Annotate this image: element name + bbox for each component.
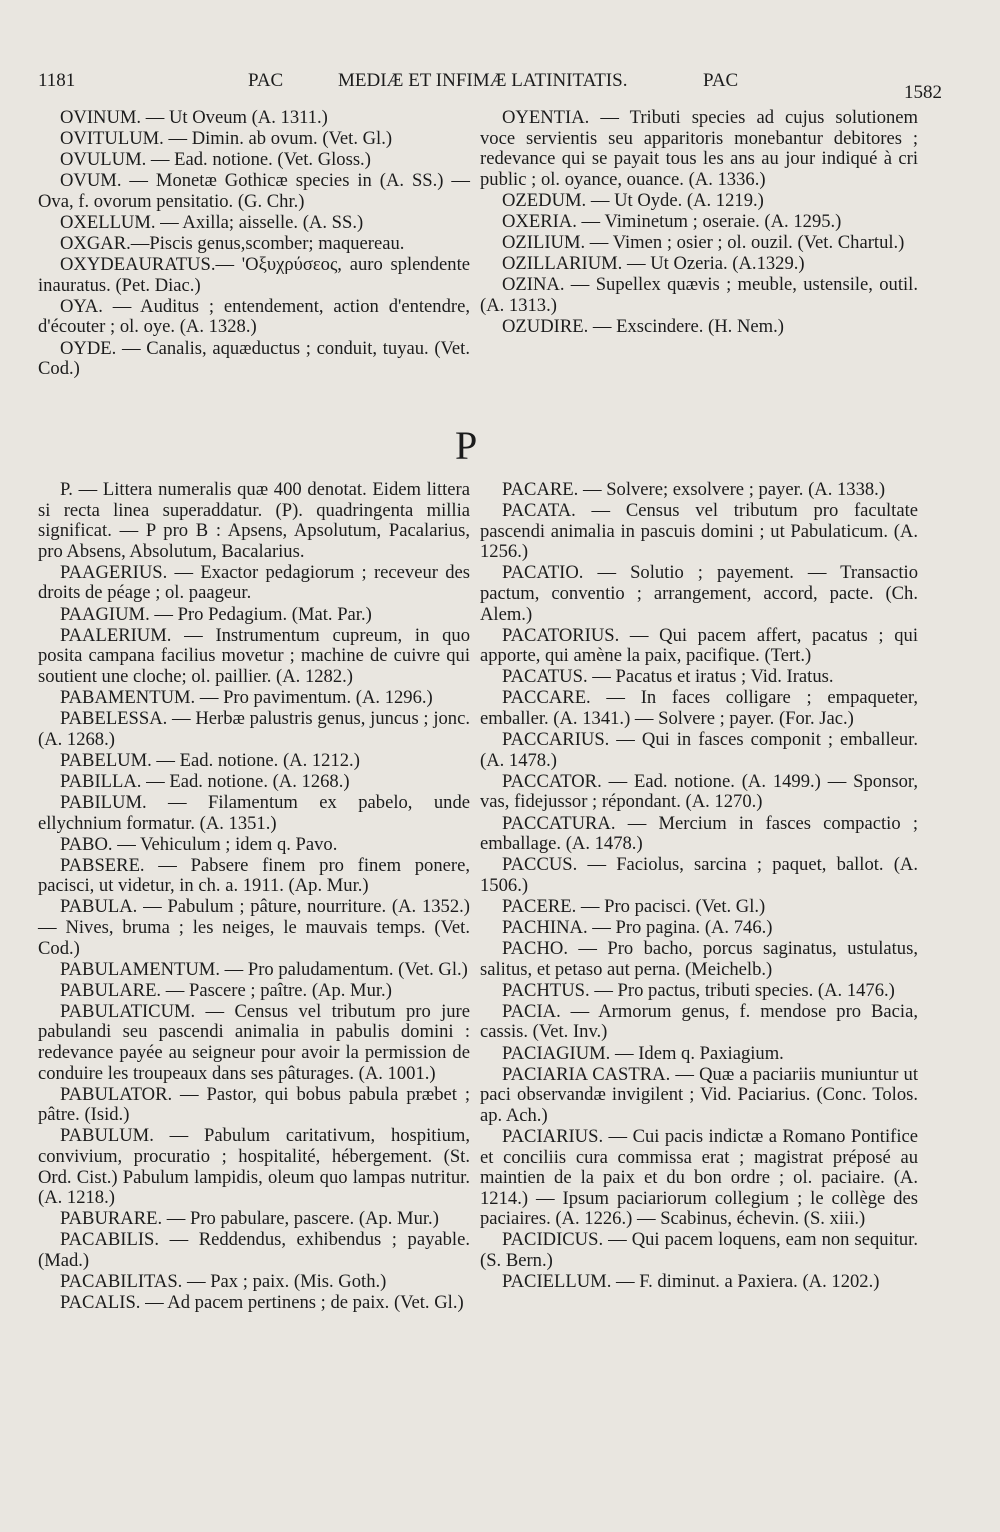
dictionary-entry: PACIA. — Armorum genus, f. mendose pro Bacia, cassis. (Vet. Inv.)	[480, 1000, 918, 1043]
dictionary-entry: PAAGIUM. — Pro Pedagium. (Mat. Par.)	[60, 603, 372, 625]
dictionary-entry: PACATIO. — Solutio ; payement. — Transactio pactum, conventio ; arrangement, accord, pacte. (Ch. Alem.)	[480, 562, 918, 625]
dictionary-entry: PABAMENTUM. — Pro pavimentum. (A. 1296.)	[60, 686, 433, 708]
dictionary-entry: PACATUS. — Pacatus et iratus ; Vid. Iratus.	[502, 666, 834, 688]
dictionary-entry: PACHO. — Pro bacho, porcus saginatus, ustulatus, salitus, et petaso aut perna. (Meichelb.)	[480, 938, 918, 980]
dictionary-entry: OYENTIA. — Tributi species ad cujus solutionem voce servientis seu apparitoris monebantur debitores ; redevance qui se payait tous les ans au jour indiqué à cri public ; ol. oyance, ouance. (A. 1336.)	[480, 107, 918, 190]
right-page-number: 1582	[904, 82, 942, 103]
dictionary-entry: OVUM. — Monetæ Gothicæ species in (A. SS.) — Ova, f. ovorum pensitatio. (G. Chr.)	[38, 170, 470, 212]
dictionary-entry: PACIELLUM. — F. diminut. a Paxiera. (A. 1202.)	[502, 1271, 880, 1293]
dictionary-entry: PABULAMENTUM. — Pro paludamentum. (Vet. Gl.)	[60, 958, 468, 980]
dictionary-entry: OYA. — Auditus ; entendement, action d'entendre, d'écouter ; ol. oye. (A. 1328.)	[38, 295, 470, 338]
dictionary-entry: PABELUM. — Ead. notione. (A. 1212.)	[60, 749, 360, 771]
dictionary-entry: PACERE. — Pro pacisci. (Vet. Gl.)	[502, 895, 766, 917]
section-letter-heading: P	[455, 423, 478, 468]
dictionary-entry: OXERIA. — Viminetum ; oseraie. (A. 1295.)	[502, 210, 842, 232]
dictionary-entry: PACIAGIUM. — Idem q. Paxiagium.	[502, 1042, 784, 1064]
dictionary-entry: PACARE. — Solvere; exsolvere ; payer. (A. 1338.)	[502, 479, 886, 500]
dictionary-entry: PACATA. — Census vel tributum pro facultate pascendi animalia in pascuis domini ; ut Pabulaticum. (A. 1256.)	[480, 500, 918, 563]
dictionary-entry: PACABILITAS. — Pax ; paix. (Mis. Goth.)	[60, 1271, 387, 1293]
dictionary-entry: PABSERE. — Pabsere finem pro finem ponere, pacisci, ut videtur, in ch. a. 1911. (Ap. Mur.)	[38, 854, 470, 897]
dictionary-entry: OXGAR.—Piscis genus,scomber; maquereau.	[60, 233, 405, 255]
dictionary-entry: PABILLA. — Ead. notione. (A. 1268.)	[60, 770, 350, 792]
dictionary-entry: OZILLARIUM. — Ut Ozeria. (A.1329.)	[502, 253, 805, 275]
page-header	[38, 70, 942, 110]
dictionary-entry: PABILUM. — Filamentum ex pabelo, unde ellychnium formatur. (A. 1351.)	[38, 791, 470, 834]
dictionary-entry: PACIARIUS. — Cui pacis indictæ a Romano Pontifice et conciliis cura commissa erat ; magistrat préposé au maintien de la paix et du bon ordre ; ol. paciaire. (A. 1214.) — Ipsum paciariorum collegium ; le collège des paciaires. (A. 1226.) — Scabinus, échevin. (S. xiii.)	[480, 1125, 918, 1230]
dictionary-entry: OZEDUM. — Ut Oyde. (A. 1219.)	[502, 189, 764, 211]
dictionary-entry: OVULUM. — Ead. notione. (Vet. Gloss.)	[60, 149, 371, 171]
dictionary-entry: PAAGERIUS. — Exactor pedagiorum ; receveur des droits de péage ; ol. paageur.	[38, 561, 470, 604]
dictionary-entry: PABO. — Vehiculum ; idem q. Pavo.	[60, 833, 338, 855]
dictionary-entry: OZINA. — Supellex quævis ; meuble, ustensile, outil. (A. 1313.)	[480, 274, 918, 316]
dictionary-entry: OVINUM. — Ut Oveum (A. 1311.)	[60, 107, 328, 128]
dictionary-entry: OVITULUM. — Dimin. ab ovum. (Vet. Gl.)	[60, 128, 393, 150]
dictionary-entry: OXELLUM. — Axilla; aisselle. (A. SS.)	[60, 211, 364, 233]
column-top-right	[480, 108, 918, 338]
right-running-head: PAC	[703, 70, 739, 91]
dictionary-entry: PACHINA. — Pro pagina. (A. 746.)	[502, 916, 773, 938]
dictionary-entry: PABULUM. — Pabulum caritativum, hospitium, convivium, procuratio ; hospitalité, hébergement. (St. Ord. Cist.) Pabulum lampidis, oleum quo lampas nutritur. (A. 1218.)	[38, 1125, 470, 1209]
dictionary-entry: PABURARE. — Pro pabulare, pascere. (Ap. Mur.)	[60, 1208, 439, 1230]
dictionary-entry: PACABILIS. — Reddendus, exhibendus ; payable. (Mad.)	[38, 1229, 470, 1271]
dictionary-entry: PACATORIUS. — Qui pacem affert, pacatus ; qui apporte, qui amène la paix, pacifique. (Tert.)	[480, 624, 918, 667]
dictionary-entry: PACIARIA CASTRA. — Quæ a paciariis muniuntur ut paci observandæ invigilent ; Vid. Paciarius. (Conc. Tolos. ap. Ach.)	[480, 1063, 918, 1126]
dictionary-entry: PACIDICUS. — Qui pacem loquens, eam non sequitur. (S. Bern.)	[480, 1229, 918, 1271]
dictionary-entry: OYDE. — Canalis, aquæductus ; conduit, tuyau. (Vet. Cod.)	[38, 337, 470, 380]
dictionary-entry: PABULA. — Pabulum ; pâture, nourriture. (A. 1352.) — Nives, bruma ; les neiges, le mauvais temps. (Vet. Cod.)	[38, 896, 470, 959]
dictionary-entry: PABULARE. — Pascere ; paître. (Ap. Mur.)	[60, 979, 392, 1001]
dictionary-entry: PABULATICUM. — Census vel tributum pro jure pabulandi seu pascendi animalia in pabulis domini : redevance payée au seigneur pour avoir la permission de conduire les troupeaux dans ses pâturages. (A. 1001.)	[38, 1000, 470, 1084]
dictionary-entry: PABELESSA. — Herbæ palustris genus, juncus ; jonc. (A. 1268.)	[38, 708, 470, 750]
left-page-number: 1181	[38, 70, 76, 91]
column-bottom-right	[480, 480, 918, 1293]
left-running-head: PAC	[248, 70, 284, 91]
column-bottom-left	[38, 480, 470, 1314]
dictionary-entry: PACCUS. — Faciolus, sarcina ; paquet, ballot. (A. 1506.)	[480, 854, 918, 896]
dictionary-entry: PAALERIUM. — Instrumentum cupreum, in quo posita campana facilius movetur ; machine de cuivre qui soutient une cloche; ol. paillier. (A. 1282.)	[38, 624, 470, 687]
dictionary-entry: PACCARE. — In faces colligare ; empaqueter, emballer. (A. 1341.) — Solvere ; payer. (For. Jac.)	[480, 687, 918, 730]
dictionary-entry: P. — Littera numeralis quæ 400 denotat. Eidem littera si recta linea superaddatur. (P). quadringenta millia significat. — P pro B : Apsens, Apsolutum, Pacalarius, pro Absens, Absolutum, Bacalarius.	[38, 479, 470, 562]
dictionary-entry: PACALIS. — Ad pacem pertinens ; de paix. (Vet. Gl.)	[60, 1292, 464, 1314]
dictionary-entry: OXYDEAURATUS.— 'Οξυχρύσεος, auro splendente inauratus. (Pet. Diac.)	[38, 254, 470, 296]
dictionary-entry: PABULATOR. — Pastor, qui bobus pabula præbet ; pâtre. (Isid.)	[38, 1083, 470, 1126]
dictionary-entry: OZUDIRE. — Exscindere. (H. Nem.)	[502, 315, 784, 337]
column-top-left	[38, 108, 470, 380]
dictionary-entry: PACHTUS. — Pro pactus, tributi species. (A. 1476.)	[502, 979, 895, 1001]
dictionary-entry: PACCARIUS. — Qui in fasces componit ; emballeur. (A. 1478.)	[480, 729, 918, 771]
dictionary-entry: OZILIUM. — Vimen ; osier ; ol. ouzil. (Vet. Chartul.)	[502, 232, 905, 254]
dictionary-entry: PACCATOR. — Ead. notione. (A. 1499.) — Sponsor, vas, fidejussor ; répondant. (A. 1270.)	[480, 770, 918, 813]
running-title: MEDIÆ ET INFIMÆ LATINITATIS.	[338, 70, 628, 91]
dictionary-entry: PACCATURA. — Mercium in fasces compactio ; emballage. (A. 1478.)	[480, 812, 918, 855]
